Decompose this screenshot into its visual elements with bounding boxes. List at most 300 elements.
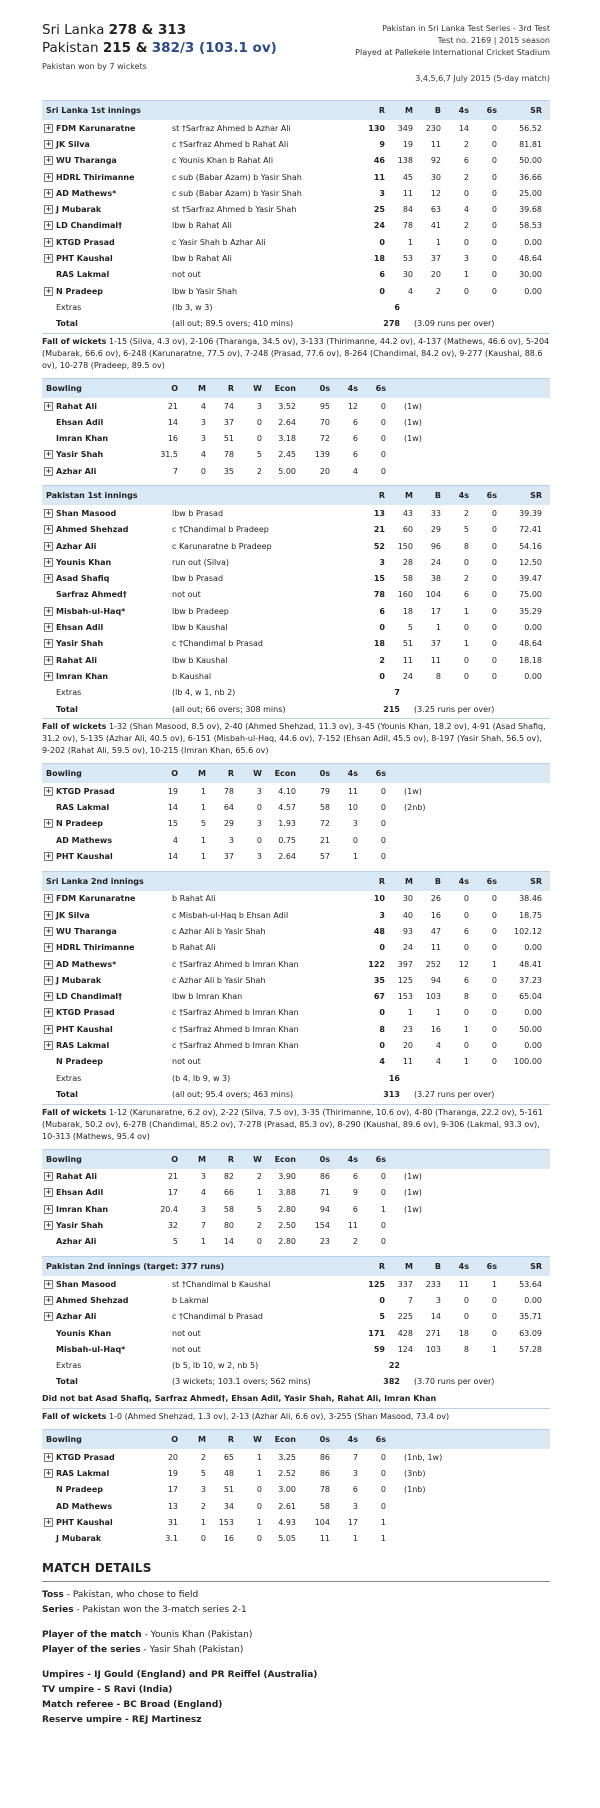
bowler-name-cell[interactable] xyxy=(42,450,150,459)
batsman-row xyxy=(42,668,550,684)
expand-icon[interactable]: + xyxy=(45,910,52,919)
bowler-name-cell[interactable] xyxy=(42,1453,150,1462)
batsman-name[interactable]: KTGD Prasad xyxy=(56,237,115,247)
expand-icon[interactable]: + xyxy=(45,188,52,197)
runs: 29 xyxy=(223,819,234,829)
batsman-name[interactable]: Younis Khan xyxy=(56,1328,112,1338)
bowler-name-cell[interactable] xyxy=(42,1534,150,1543)
expand-icon[interactable]: + xyxy=(45,139,52,148)
extras-label: Extras xyxy=(56,1073,82,1083)
sixes: 0 xyxy=(491,254,497,264)
expand-icon[interactable]: + xyxy=(45,237,52,246)
team2-score-line xyxy=(42,40,277,56)
batsman-name[interactable]: J Mubarak xyxy=(56,205,102,215)
batsman-name[interactable]: LD Chandimal† xyxy=(56,221,123,231)
strike-rate: 58.53 xyxy=(519,221,542,231)
bowler-name[interactable]: RAS Lakmal xyxy=(56,1469,110,1479)
batsman-name-cell[interactable] xyxy=(42,911,172,920)
batsman-name[interactable]: J Mubarak xyxy=(56,975,102,985)
batsman-name[interactable]: PHT Kaushal xyxy=(56,254,113,264)
batsman-name[interactable]: Ahmed Shehzad xyxy=(56,1295,129,1305)
batsman-name-cell[interactable] xyxy=(42,1312,172,1321)
batsman-row xyxy=(42,185,550,201)
batsman-name-cell[interactable] xyxy=(42,1041,172,1050)
batsman-name-cell[interactable] xyxy=(42,238,172,247)
runs: 48 xyxy=(373,926,385,936)
batsman-name[interactable]: FDM Karunaratne xyxy=(56,123,136,133)
dots: 71 xyxy=(319,1188,330,1198)
sixes: 0 xyxy=(491,525,497,535)
batsman-row xyxy=(42,1341,550,1357)
sixes: 0 xyxy=(491,1057,497,1067)
overs: 31 xyxy=(167,1517,178,1527)
dismissal: b Kaushal xyxy=(172,671,212,681)
expand-icon[interactable]: + xyxy=(45,1188,52,1197)
bowler-name[interactable]: Azhar Ali xyxy=(56,1237,97,1247)
sixes: 0 xyxy=(380,1485,386,1495)
expand-icon[interactable]: + xyxy=(45,450,52,459)
batsman-name-cell[interactable] xyxy=(42,1008,172,1017)
batsman-name-cell[interactable] xyxy=(42,656,172,665)
fours: 6 xyxy=(352,417,358,427)
bowler-name-cell[interactable] xyxy=(42,1485,150,1494)
match-details-title: MATCH DETAILS xyxy=(42,1553,550,1582)
balls: 37 xyxy=(430,639,441,649)
total-row xyxy=(42,701,550,717)
expand-icon[interactable]: + xyxy=(45,1295,52,1304)
bowler-name[interactable]: Yasir Shah xyxy=(56,1221,104,1231)
strike-rate: 50.00 xyxy=(519,156,542,166)
economy: 3.88 xyxy=(278,1188,296,1198)
extras-label: Extras xyxy=(56,1361,82,1371)
bowler-name[interactable]: PHT Kaushal xyxy=(56,852,113,862)
bowler-name[interactable]: Ehsan Adil xyxy=(56,1188,104,1198)
col-runs: R xyxy=(227,769,234,779)
col-maidens: M xyxy=(198,1435,206,1445)
expand-icon[interactable]: + xyxy=(45,221,52,230)
dots: 78 xyxy=(319,1485,330,1495)
bowler-name[interactable]: PHT Kaushal xyxy=(56,1517,113,1527)
expand-icon[interactable]: + xyxy=(45,466,52,475)
batsman-name[interactable]: HDRL Thirimanne xyxy=(56,943,135,953)
col-runs: R xyxy=(227,1154,234,1164)
bowler-name[interactable]: KTGD Prasad xyxy=(56,786,115,796)
batsman-name[interactable]: JK Silva xyxy=(56,139,90,149)
batsman-name-cell[interactable] xyxy=(42,1329,172,1338)
detail-label: Match referee xyxy=(42,1699,114,1710)
expand-icon[interactable]: + xyxy=(45,1312,52,1321)
balls: 38 xyxy=(430,574,441,584)
runs: 0 xyxy=(379,1008,385,1018)
col-runs: R xyxy=(378,1262,385,1272)
expand-icon[interactable]: + xyxy=(45,1024,52,1033)
venue[interactable]: Played at Pallekele International Cricket Stadium xyxy=(355,48,550,57)
batsman-name[interactable]: FDM Karunaratne xyxy=(56,894,136,904)
total-value: 278 xyxy=(383,319,400,329)
expand-icon[interactable]: + xyxy=(45,1041,52,1049)
batsman-name[interactable]: AD Mathews* xyxy=(56,959,117,969)
bowler-name[interactable]: N Pradeep xyxy=(56,819,103,829)
dismissal: c †Sarfraz Ahmed b Imran Khan xyxy=(172,1008,299,1018)
bowler-row xyxy=(42,1465,550,1481)
fours: 3 xyxy=(352,819,358,829)
col-overs: O xyxy=(171,1154,178,1164)
match-detail-line xyxy=(42,1698,550,1713)
dismissal: c sub (Babar Azam) b Yasir Shah xyxy=(172,172,302,182)
runs: 6 xyxy=(379,606,385,616)
batsman-name-cell[interactable] xyxy=(42,1296,172,1305)
expand-icon[interactable]: + xyxy=(45,1008,52,1017)
minutes: 397 xyxy=(397,959,413,969)
maidens: 0 xyxy=(200,1534,206,1544)
batsman-name-cell[interactable] xyxy=(42,1280,172,1289)
batsman-name[interactable]: Asad Shafiq xyxy=(56,574,110,584)
fours: 1 xyxy=(352,1534,358,1544)
sixes: 0 xyxy=(491,992,497,1002)
bowler-name-cell[interactable] xyxy=(42,402,150,411)
expand-icon[interactable]: + xyxy=(45,1452,52,1461)
minutes: 4 xyxy=(407,286,413,296)
batsman-name-cell[interactable] xyxy=(42,1345,172,1354)
fow-label: Fall of wickets xyxy=(42,1412,107,1422)
expand-icon[interactable]: + xyxy=(45,541,52,550)
bowler-name[interactable]: N Pradeep xyxy=(56,1485,103,1495)
batsman-name[interactable]: Ahmed Shehzad xyxy=(56,525,129,535)
bowler-name-cell[interactable] xyxy=(42,434,150,443)
overs: 32 xyxy=(167,1221,178,1231)
col-runs: R xyxy=(378,491,385,501)
bowler-name-cell[interactable] xyxy=(42,1237,150,1246)
expand-icon[interactable]: + xyxy=(45,655,52,664)
batsman-name-cell[interactable] xyxy=(42,639,172,648)
batsman-name[interactable]: N Pradeep xyxy=(56,286,103,296)
sixes: 0 xyxy=(380,1501,386,1511)
expand-icon[interactable]: + xyxy=(45,819,52,828)
expand-icon[interactable]: + xyxy=(45,1221,52,1230)
runs: 35 xyxy=(373,975,385,985)
bowler-name[interactable]: Yasir Shah xyxy=(56,450,104,460)
batsman-name[interactable]: PHT Kaushal xyxy=(56,1024,113,1034)
fours: 1 xyxy=(463,270,469,280)
batsman-name[interactable]: Ehsan Adil xyxy=(56,623,104,633)
batsman-name[interactable]: KTGD Prasad xyxy=(56,1008,115,1018)
batsman-name[interactable]: N Pradeep xyxy=(56,1057,103,1067)
batsman-row xyxy=(42,1005,550,1021)
expand-icon[interactable]: + xyxy=(45,156,52,165)
bowler-name-cell[interactable] xyxy=(42,1502,150,1511)
batsman-name-cell[interactable] xyxy=(42,623,172,632)
batsman-name[interactable]: LD Chandimal† xyxy=(56,992,123,1002)
batsman-name-cell[interactable] xyxy=(42,558,172,567)
batsman-name-cell[interactable] xyxy=(42,270,172,279)
sixes: 0 xyxy=(491,894,497,904)
innings-title xyxy=(42,1262,357,1271)
batsman-name-cell[interactable] xyxy=(42,943,172,952)
bowler-name-cell[interactable] xyxy=(42,787,150,796)
sixes: 1 xyxy=(380,1204,386,1214)
strike-rate: 0.00 xyxy=(524,1295,542,1305)
bowler-name-cell[interactable] xyxy=(42,1205,150,1214)
batsman-name-cell[interactable] xyxy=(42,992,172,1001)
bowler-name-cell[interactable] xyxy=(42,1469,150,1478)
expand-icon[interactable]: + xyxy=(45,1172,52,1181)
bowler-name[interactable]: J Mubarak xyxy=(56,1534,102,1544)
bowler-name-cell[interactable] xyxy=(42,1188,150,1197)
balls: 2 xyxy=(435,286,441,296)
sixes: 0 xyxy=(380,835,386,845)
runs: 0 xyxy=(379,1041,385,1050)
batsman-name-cell[interactable] xyxy=(42,1025,172,1034)
bowler-name[interactable]: AD Mathews xyxy=(56,835,113,845)
runs: 35 xyxy=(223,466,234,476)
batsman-name[interactable]: Imran Khan xyxy=(56,671,109,681)
expand-icon[interactable]: + xyxy=(45,894,52,903)
expand-icon[interactable]: + xyxy=(45,1279,52,1288)
dismissal: lbw b Kaushal xyxy=(172,623,228,633)
dots: 72 xyxy=(319,434,330,444)
extras-value: 7 xyxy=(394,688,400,698)
runs: 65 xyxy=(223,1452,234,1462)
minutes: 20 xyxy=(402,1041,413,1050)
extras: (1w) xyxy=(404,417,422,427)
expand-icon[interactable]: + xyxy=(45,606,52,615)
fours: 6 xyxy=(463,156,469,166)
bowler-name-cell[interactable] xyxy=(42,803,150,812)
batsman-name[interactable]: Younis Khan xyxy=(56,557,112,567)
sixes: 0 xyxy=(491,237,497,247)
batsman-name[interactable]: AD Mathews* xyxy=(56,188,117,198)
minutes: 30 xyxy=(402,270,413,280)
bowler-name-cell[interactable] xyxy=(42,836,150,845)
total-value: 382 xyxy=(383,1377,400,1387)
expand-icon[interactable]: + xyxy=(45,959,52,968)
strike-rate: 12.50 xyxy=(519,557,542,567)
minutes: 337 xyxy=(397,1279,413,1289)
expand-icon[interactable]: + xyxy=(45,557,52,566)
bowler-name[interactable]: Imran Khan xyxy=(56,1204,109,1214)
detail-value: - S Ravi (India) xyxy=(94,1684,173,1695)
expand-icon[interactable]: + xyxy=(45,401,52,410)
runs: 125 xyxy=(368,1279,385,1289)
batsman-name-cell[interactable] xyxy=(42,254,172,263)
detail-value: - Younis Khan (Pakistan) xyxy=(141,1629,253,1640)
batsman-name-cell[interactable] xyxy=(42,189,172,198)
batsman-name-cell[interactable] xyxy=(42,221,172,230)
batsman-name-cell[interactable] xyxy=(42,1057,172,1066)
expand-icon[interactable]: + xyxy=(45,1469,52,1478)
innings-title xyxy=(42,877,357,886)
bowler-name[interactable]: Imran Khan xyxy=(56,434,109,444)
fours: 4 xyxy=(352,466,358,476)
batsman-name[interactable]: WU Tharanga xyxy=(56,926,117,936)
batsman-name[interactable]: HDRL Thirimanne xyxy=(56,172,135,182)
fours: 8 xyxy=(463,1344,469,1354)
batsman-name[interactable]: RAS Lakmal xyxy=(56,270,110,280)
bowler-row xyxy=(42,430,550,446)
balls: 12 xyxy=(430,188,441,198)
bowler-name[interactable]: Rahat Ali xyxy=(56,401,97,411)
batsman-name[interactable]: Shan Masood xyxy=(56,1279,117,1289)
total-row xyxy=(42,1086,550,1102)
fours: 6 xyxy=(463,590,469,600)
fours: 6 xyxy=(352,1485,358,1495)
expand-icon[interactable]: + xyxy=(45,123,52,132)
batsman-name[interactable]: JK Silva xyxy=(56,910,90,920)
col-dots: 0s xyxy=(319,1435,330,1445)
batsman-name[interactable]: Shan Masood xyxy=(56,508,117,518)
expand-icon[interactable]: + xyxy=(45,671,52,680)
bowler-row xyxy=(42,414,550,430)
expand-icon[interactable]: + xyxy=(45,975,52,984)
col-sixes: 6s xyxy=(486,1262,497,1272)
dismissal: c †Chandimal b Pradeep xyxy=(172,525,269,535)
runs: 78 xyxy=(223,786,234,796)
batsman-name-cell[interactable] xyxy=(42,960,172,969)
expand-icon[interactable]: + xyxy=(45,1204,52,1213)
wickets: 3 xyxy=(256,786,262,796)
batsman-name-cell[interactable] xyxy=(42,525,172,534)
expand-icon[interactable]: + xyxy=(45,205,52,214)
batsman-name[interactable]: Azhar Ali xyxy=(56,541,97,551)
detail-label: Umpires xyxy=(42,1669,85,1680)
batsman-name-cell[interactable] xyxy=(42,140,172,149)
expand-icon[interactable]: + xyxy=(45,574,52,583)
batsman-name[interactable]: RAS Lakmal xyxy=(56,1041,110,1050)
fours: 0 xyxy=(463,286,469,296)
fall-of-wickets xyxy=(42,1408,550,1429)
batsman-name[interactable]: Azhar Ali xyxy=(56,1312,97,1322)
balls: 1 xyxy=(435,623,441,633)
bowling-title: Bowling xyxy=(46,1435,82,1445)
bowler-name[interactable]: Rahat Ali xyxy=(56,1172,97,1182)
strike-rate: 35.29 xyxy=(519,606,542,616)
batsman-name-cell[interactable] xyxy=(42,574,172,583)
batsman-name-cell[interactable] xyxy=(42,927,172,936)
runs: 0 xyxy=(379,286,385,296)
expand-icon[interactable]: + xyxy=(45,639,52,648)
bowler-name[interactable]: RAS Lakmal xyxy=(56,803,110,813)
batsman-name-cell[interactable] xyxy=(42,173,172,182)
col-overs: O xyxy=(171,383,178,393)
series-name[interactable]: Pakistan in Sri Lanka Test Series - 3rd Test xyxy=(382,24,550,33)
batsman-name-cell[interactable] xyxy=(42,672,172,681)
sixes: 0 xyxy=(380,786,386,796)
balls: 4 xyxy=(435,1057,441,1067)
balls: 233 xyxy=(425,1279,441,1289)
bowling-title: Bowling xyxy=(46,1154,82,1164)
batsman-name[interactable]: Rahat Ali xyxy=(56,655,97,665)
batsman-name[interactable]: WU Tharanga xyxy=(56,156,117,166)
strike-rate: 39.39 xyxy=(519,508,542,518)
batsman-name-cell[interactable] xyxy=(42,590,172,599)
batsman-name[interactable]: Yasir Shah xyxy=(56,639,104,649)
dismissal: lbw b Yasir Shah xyxy=(172,286,238,296)
wickets: 0 xyxy=(256,1534,262,1544)
bowler-name-cell[interactable] xyxy=(42,852,150,861)
detail-value: - BC Broad (England) xyxy=(113,1699,223,1710)
bowler-name-cell[interactable] xyxy=(42,1221,150,1230)
bowler-name-cell[interactable] xyxy=(42,418,150,427)
wickets: 1 xyxy=(256,1188,262,1198)
total-detail: (3 wickets; 103.1 overs; 562 mins) xyxy=(172,1377,311,1387)
expand-icon[interactable]: + xyxy=(45,992,52,1001)
fow-text: 1-15 (Silva, 4.3 ov), 2-106 (Tharanga, 34.5 ov), 3-133 (Thirimanne, 44.2 ov), 4-137 (Mathews, 46.6 ov), 5-204 (Mubarak, 66.6 ov), 6-248 (Karunaratne, 77.5 ov), 7-248 (Prasad, 77.6 ov), 8-264 (Chandimal, 84.2 ov), 9-277 (Kaushal, 88.6 ov), 10-278 (Pradeep, 89.5 ov) xyxy=(42,336,550,370)
batsman-name-cell[interactable] xyxy=(42,607,172,616)
batsman-name[interactable]: Misbah-ul-Haq* xyxy=(56,606,126,616)
expand-icon[interactable]: + xyxy=(45,623,52,632)
batsman-name[interactable]: Misbah-ul-Haq* xyxy=(56,1344,126,1354)
batsman-row xyxy=(42,554,550,570)
bowler-name[interactable]: AD Mathews xyxy=(56,1501,113,1511)
expand-icon[interactable]: + xyxy=(45,943,52,952)
dismissal: c Azhar Ali b Yasir Shah xyxy=(172,926,266,936)
balls: 29 xyxy=(430,525,441,535)
sixes: 0 xyxy=(491,1295,497,1305)
bowler-name[interactable]: Ehsan Adil xyxy=(56,417,104,427)
strike-rate: 63.09 xyxy=(519,1328,542,1338)
fours: 0 xyxy=(463,557,469,567)
minutes: 60 xyxy=(402,525,413,535)
batsman-name[interactable]: Sarfraz Ahmed† xyxy=(56,590,127,600)
batsman-name-cell[interactable] xyxy=(42,156,172,165)
bowler-name-cell[interactable] xyxy=(42,819,150,828)
runs: 8 xyxy=(379,1024,385,1034)
bowler-name-cell[interactable] xyxy=(42,467,150,476)
minutes: 58 xyxy=(402,574,413,584)
balls: 103 xyxy=(425,1344,441,1354)
batsman-name-cell[interactable] xyxy=(42,205,172,214)
batsman-row xyxy=(42,218,550,234)
expand-icon[interactable]: + xyxy=(45,786,52,795)
expand-icon[interactable]: + xyxy=(45,286,52,295)
bowler-name-cell[interactable] xyxy=(42,1518,150,1527)
balls: 11 xyxy=(430,139,441,149)
expand-icon[interactable]: + xyxy=(45,508,52,517)
detail-value: - Pakistan won the 3-match series 2-1 xyxy=(73,1604,247,1615)
bowler-name[interactable]: Azhar Ali xyxy=(56,466,97,476)
col-fours: 4s xyxy=(347,1435,358,1445)
batsman-name-cell[interactable] xyxy=(42,542,172,551)
batting-header xyxy=(42,485,550,505)
expand-icon[interactable]: + xyxy=(45,926,52,935)
batsman-name-cell[interactable] xyxy=(42,287,172,296)
col-strike-rate: SR xyxy=(530,491,542,501)
sixes: 0 xyxy=(380,450,386,460)
minutes: 40 xyxy=(402,910,413,920)
batsman-name-cell[interactable] xyxy=(42,124,172,133)
expand-icon[interactable]: + xyxy=(45,525,52,534)
batsman-row xyxy=(42,120,550,136)
expand-icon[interactable]: + xyxy=(45,1517,52,1526)
bowler-name[interactable]: KTGD Prasad xyxy=(56,1452,115,1462)
dismissal: b Rahat Ali xyxy=(172,894,216,904)
strike-rate: 36.66 xyxy=(519,172,542,182)
col-economy: Econ xyxy=(274,1154,296,1164)
batsman-name-cell[interactable] xyxy=(42,509,172,518)
bowler-row xyxy=(42,832,550,848)
minutes: 428 xyxy=(397,1328,413,1338)
batsman-name-cell[interactable] xyxy=(42,976,172,985)
bowler-name-cell[interactable] xyxy=(42,1172,150,1181)
expand-icon[interactable]: + xyxy=(45,254,52,263)
economy: 1.93 xyxy=(278,819,296,829)
economy: 3.18 xyxy=(278,434,296,444)
batsman-name-cell[interactable] xyxy=(42,894,172,903)
wickets: 0 xyxy=(256,1501,262,1511)
minutes: 160 xyxy=(397,590,413,600)
expand-icon[interactable]: + xyxy=(45,172,52,181)
expand-icon[interactable]: + xyxy=(45,852,52,861)
